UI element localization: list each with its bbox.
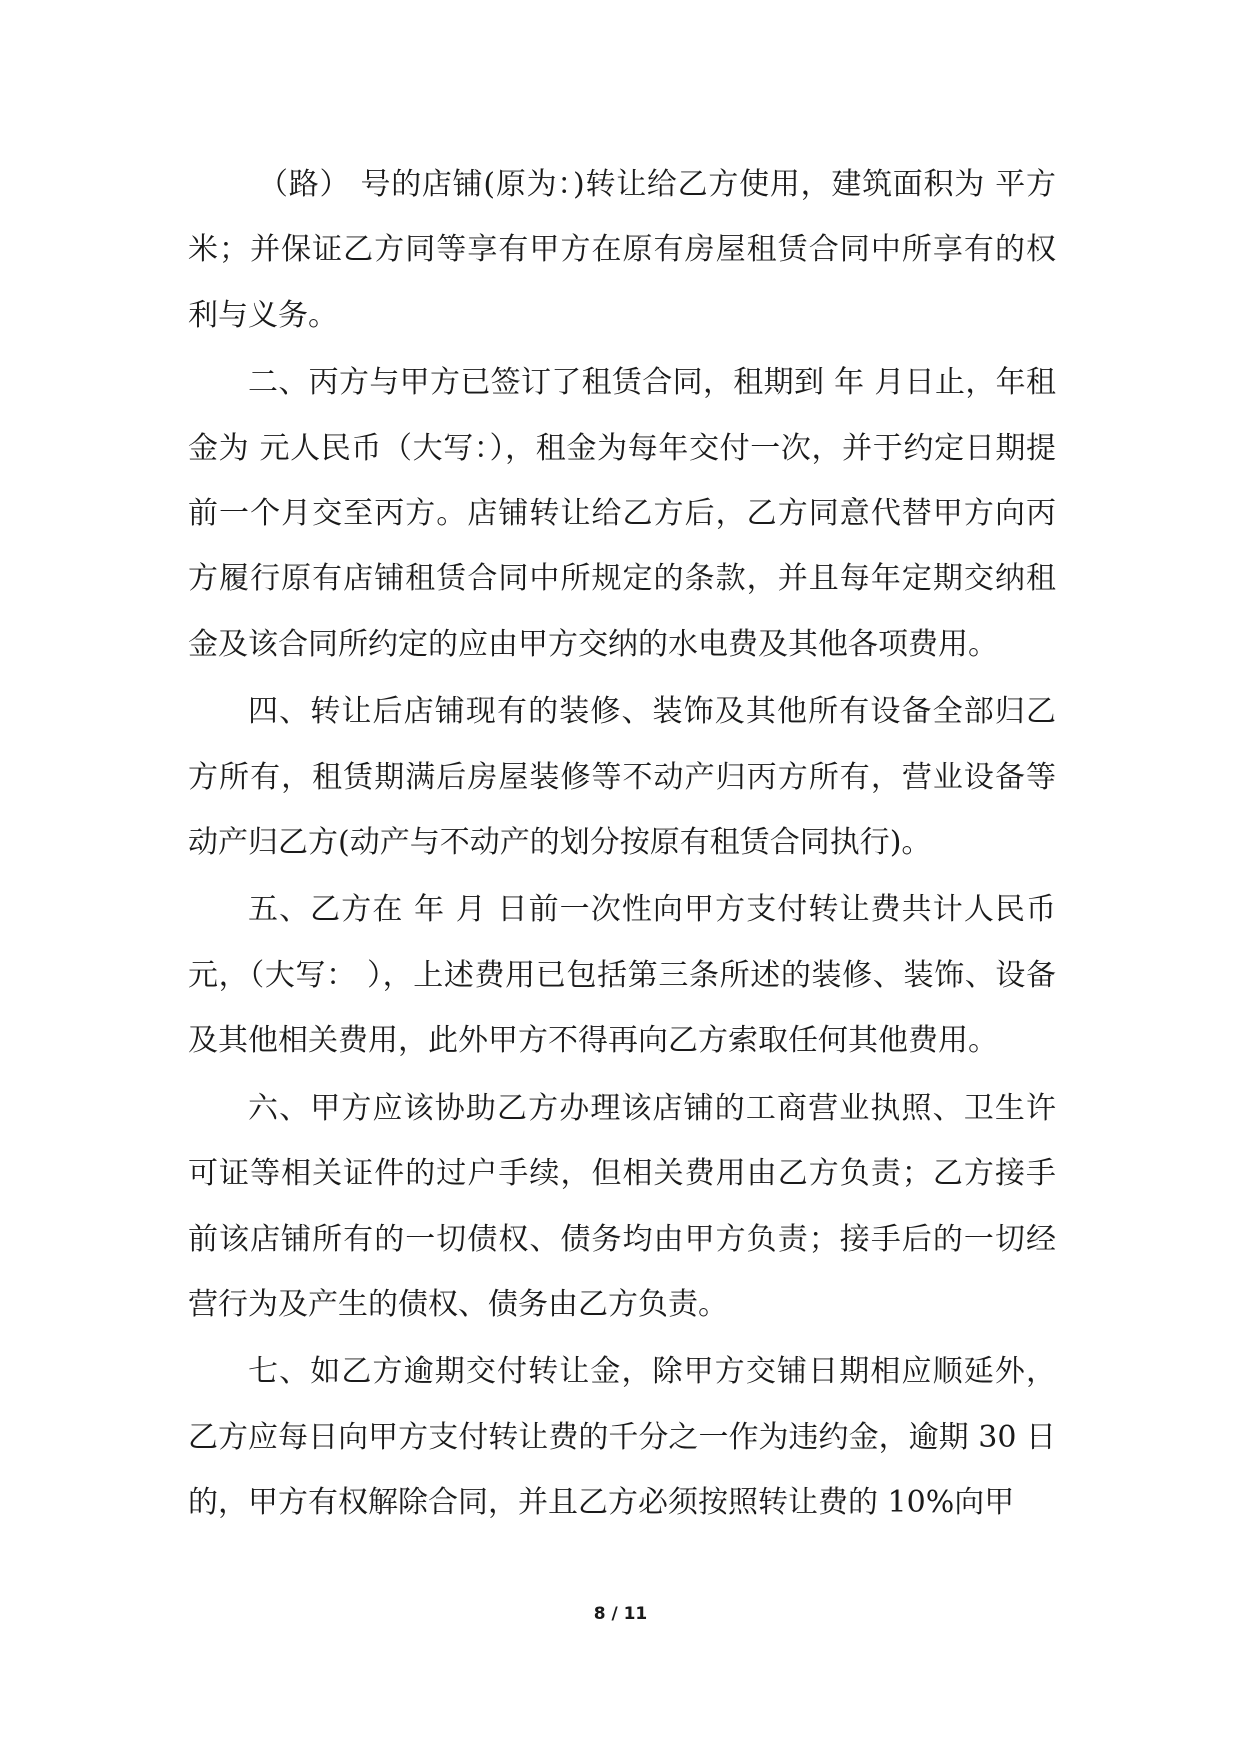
page-number: 8 / 11 — [593, 1604, 648, 1624]
paragraph-clause-6: 六、甲方应该协助乙方办理该店铺的工商营业执照、卫生许可证等相关证件的过户手续，但相关费用由乙方负责；乙方接手前该店铺所有的一切债权、债务均由甲方负责；接手后的一切经营行为及产生的债权、债务由乙方负责。 — [188, 1090, 1056, 1322]
paragraph-clause-2: 二、丙方与甲方已签订了租赁合同，租期到 年 月日止，年租金为 元人民币（大写：），租金为每年交付一次，并于约定日期提前一个月交至丙方。店铺转让给乙方后，乙方同意代替甲方向丙方履行原有店铺租赁合同中所规定的条款，并且每年定期交纳租金及该合同所约定的应由甲方交纳的水电费及其他各项费用。 — [188, 365, 1056, 662]
paragraph-shop-transfer: （路） 号的店铺(原为：)转让给乙方使用，建筑面积为 平方米；并保证乙方同等享有甲方在原有房屋租赁合同中所享有的权利与义务。 — [188, 167, 1056, 333]
paragraph-clause-4: 四、转让后店铺现有的装修、装饰及其他所有设备全部归乙方所有，租赁期满后房屋装修等不动产归丙方所有，营业设备等动产归乙方(动产与不动产的划分按原有租赁合同执行)。 — [188, 694, 1056, 861]
paragraph-clause-7: 七、如乙方逾期交付转让金，除甲方交铺日期相应顺延外，乙方应每日向甲方支付转让费的千分之一作为违约金，逾期 30 日的，甲方有权解除合同，并且乙方必须按照转让费的 10%向甲 — [188, 1354, 1056, 1521]
paragraph-clause-5: 五、乙方在 年 月 日前一次性向甲方支付转让费共计人民币 元，（大写： ），上述费用已包括第三条所述的装修、装饰、设备及其他相关费用，此外甲方不得再向乙方索取任何其他费用。 — [188, 892, 1056, 1059]
document-body — [188, 152, 1056, 1538]
